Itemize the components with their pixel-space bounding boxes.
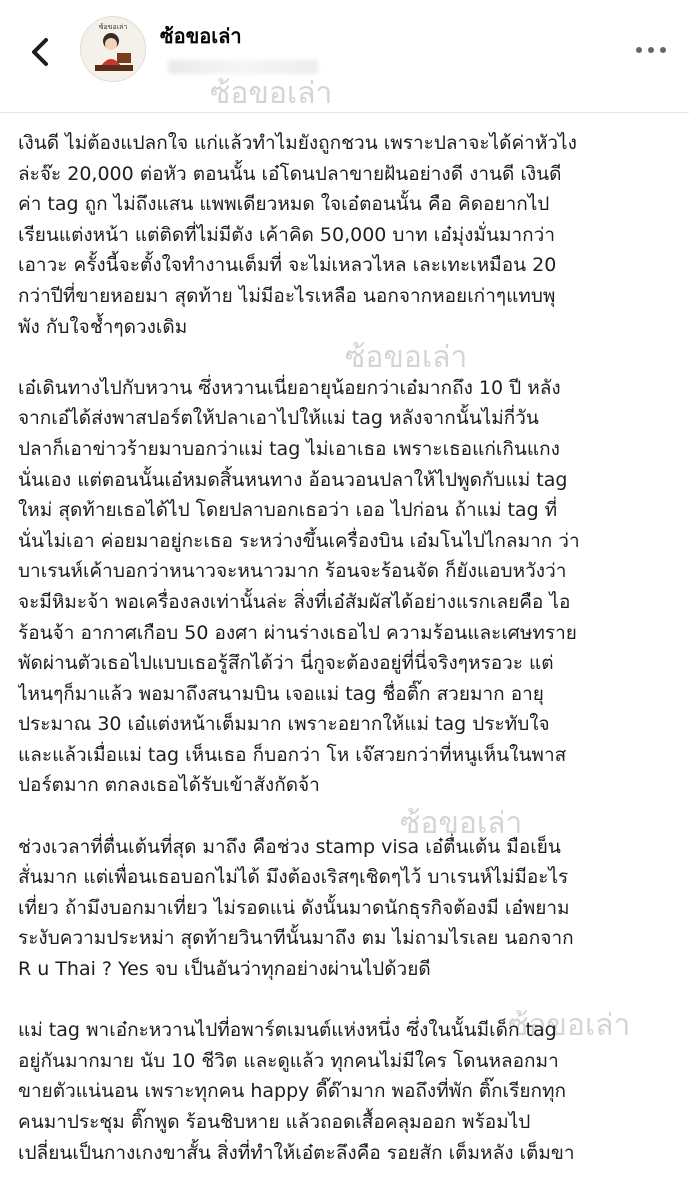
text-line: เที่ยว ถ้ามึงบอกมาเที่ยว ไม่รอดแน่ ดังนั้นมาดนักธุรกิจต้องมี เอ๋พยาม (18, 896, 570, 919)
text-line: ช่วงเวลาที่ตื่นเต้นที่สุด มาถึง คือช่วง stamp visa เอ๋ตื่นเต้น มือเย็น (18, 835, 561, 858)
text-line: สั่นมาก แต่เพื่อนเธอบอกไม่ได้ มึงต้องเริสๆเชิดๆไว้ บาเรนห์ไม่มีอะไร (18, 866, 569, 889)
text-line: กว่าปีที่ขายหอยมา สุดท้าย ไม่มีอะไรเหลือ นอกจากหอยเก่าๆแทบพุ (18, 284, 556, 307)
post-text (18, 128, 678, 1168)
text-line: ใหม่ สุดท้ายเธอได้ไป โดยปลาบอกเธอว่า เออ ไปก่อน ถ้าแม่ tag ที่ (18, 499, 558, 522)
text-line: อยู่กันมากมาย นับ 10 ชีวิต และดูแล้ว ทุกคนไม่มีใคร โดนหลอกมา (18, 1049, 559, 1072)
more-options-button[interactable] (631, 40, 671, 60)
watermark: ซ้อขอเล่า (210, 76, 333, 111)
text-line: พัดผ่านตัวเธอไปแบบเธอรู้สึกได้ว่า นี่กูจะต้องอยู่ที่นี่จริงๆหรอวะ แต่ (18, 652, 554, 675)
text-line: พัง กับใจช้ำๆดวงเดิม (18, 315, 188, 338)
more-dots-icon (631, 40, 671, 60)
post-meta-blurred (168, 60, 318, 74)
text-line: แม่ tag พาเอ๋กะหวานไปที่อพาร์ตเมนต์แห่งหนึ่ง ซึ่งในนั้นมีเด็ก tag (18, 1019, 557, 1042)
watermark: ซ้อขอเล่า (508, 1008, 631, 1043)
text-line: ขายตัวแน่นอน เพราะทุกคน happy ดี๊ด๊ามาก พอถึงที่พัก ติ๊กเรียกทุก (18, 1080, 567, 1103)
text-line: ประมาณ 30 เอ๋แต่งหน้าเต็มมาก เพราะอยากให้แม่ tag ประทับใจ (18, 713, 550, 736)
text-line: คนมาประชุม ติ๊กพูด ร้อนชิบหาย แล้วถอดเสื้อคลุมออก พร้อมไป (18, 1111, 531, 1133)
text-line: ล่ะจ๊ะ 20,000 ต่อหัว ตอนนั้น เอ๋โดนปลาขายฝันอย่างดี งานดี เงินดี (18, 162, 562, 185)
post-header (0, 0, 689, 113)
watermark: ซ้อขอเล่า (400, 806, 523, 841)
text-line: เอ๋เดินทางไปกับหวาน ซึ่งหวานเนี่ยอายุน้อยกว่าเอ๋มากถึง 10 ปี หลัง (18, 376, 561, 399)
text-line: ปอร์ตมาก ตกลงเธอได้รับเข้าสังกัดจ้า (18, 774, 320, 797)
text-line: ปลาก็เอาข่าวร้ายมาบอกว่าแม่ tag ไม่เอาเธอ เพราะเธอแก่เกินแกง (18, 437, 560, 460)
text-line: ค่า tag ถูก ไม่ถึงแสน แพพเดียวหมด ใจเอ๋ตอนนั้น คือ คิดอยากไป (18, 193, 550, 216)
page-name[interactable]: ซ้อขอเล่า (160, 24, 242, 48)
text-line: ไหนๆก็มาแล้ว พอมาถึงสนามบิน เจอแม่ tag ชื่อติ๊ก สวยมาก อายุ (18, 682, 544, 705)
text-line: จะมีหิมะจ้า พอเครื่องลงเท่านั้นล่ะ สิ่งที่เอ๋สัมผัสได้อย่างแรกเลยคือ ไอ (18, 590, 571, 613)
text-line: และแล้วเมื่อแม่ tag เห็นเธอ ก็บอกว่า โห เจ๊สวยกว่าที่หนูเห็นในพาส (18, 743, 567, 766)
post-paragraph (18, 128, 678, 342)
text-line: R u Thai ? Yes จบ เป็นอันว่าทุกอย่างผ่านไปด้วยดี (18, 958, 431, 981)
text-line: เอาวะ ครั้งนี้จะตั้งใจทำงานเต็มที่ จะไม่เหลวไหล เละเทะเหมือน 20 (18, 254, 557, 277)
svg-text:ซ้อขอเล่า: ซ้อขอเล่า (98, 23, 128, 31)
page-avatar[interactable] (80, 16, 146, 82)
text-line: เปลี่ยนเป็นกางเกงขาสั้น สิ่งที่ทำให้เอ๋ตะลึงคือ รอยสัก เต็มหลัง เต็มขา (18, 1141, 575, 1164)
text-line: จากเอ๋ได้ส่งพาสปอร์ตให้ปลาเอาไปให้แม่ tag หลังจากนั้นไม่กี่วัน (18, 407, 539, 430)
post-paragraph (18, 832, 678, 985)
text-line: นั่นไม่เอา ค่อยมาอยู่กะเธอ ระหว่างขึ้นเครื่องบิน เอ๋มโนไปไกลมาก ว่า (18, 529, 580, 552)
text-line: เรียนแต่งหน้า แต่ติดที่ไม่มีตัง เค้าคิด 50,000 บาท เอ๋มุ่งมั่นมากว่า (18, 223, 555, 246)
text-line: นั่นเอง แต่ตอนนั้นเอ๋หมดสิ้นหนทาง อ้อนวอนปลาให้ไปพูดกับแม่ tag (18, 468, 568, 491)
text-line: ร้อนจ้า อากาศเกือบ 50 องศา ผ่านร่างเธอไป ความร้อนและเศษทราย (18, 621, 577, 644)
text-line: เงินดี ไม่ต้องแปลกใจ แก่แล้วทำไมยังถูกชวน เพราะปลาจะได้ค่าหัวไง (18, 132, 577, 154)
chevron-left-icon (20, 30, 60, 74)
post-paragraph (18, 373, 678, 801)
paragraph-gap (18, 342, 678, 373)
paragraph-gap (18, 801, 678, 832)
text-line: ระงับความประหม่า สุดท้ายวินาทีนั้นมาถึง ตม ไม่ถามไรเลย นอกจาก (18, 927, 574, 950)
paragraph-gap (18, 985, 678, 1016)
watermark: ซ้อขอเล่า (345, 340, 468, 375)
page-logo-icon (81, 17, 145, 81)
text-line: บาเรนห์เค้าบอกว่าหนาวจะหนาวมาก ร้อนจะร้อนจัด ก็ยังแอบหวังว่า (18, 560, 567, 583)
post-paragraph (18, 1015, 678, 1168)
back-button[interactable] (20, 30, 60, 74)
